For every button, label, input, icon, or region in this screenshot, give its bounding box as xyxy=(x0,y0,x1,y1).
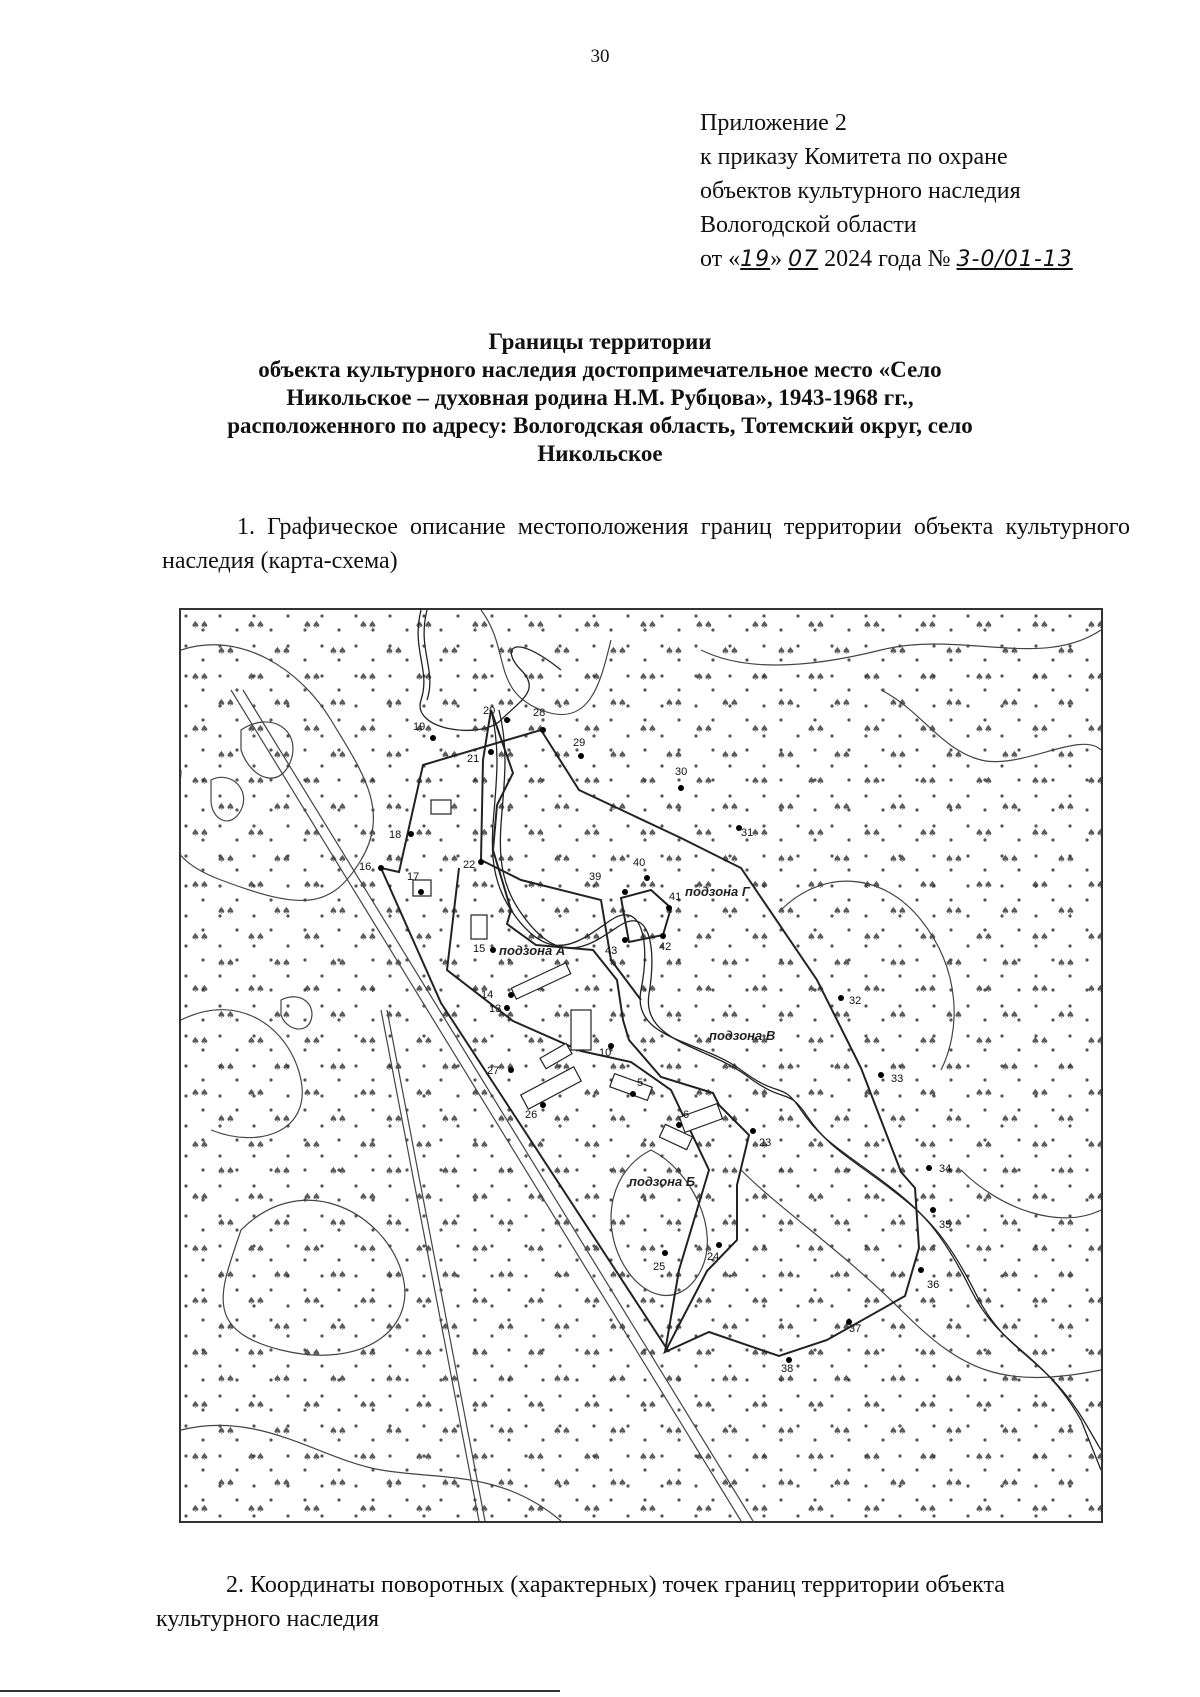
year-text: 2024 года № xyxy=(824,246,951,272)
point-label: 6 xyxy=(683,1109,690,1121)
point-label: 32 xyxy=(849,995,862,1007)
point-label: 30 xyxy=(675,766,688,778)
date-prefix: от « xyxy=(700,246,741,272)
point-label: 36 xyxy=(927,1279,940,1291)
handwritten-month: 07 xyxy=(788,247,819,272)
point-label: 16 xyxy=(359,861,372,873)
point-label: 25 xyxy=(653,1261,666,1273)
title-line-4: расположенного по адресу: Вологодская область, Тотемский округ, село xyxy=(227,413,973,438)
document-title xyxy=(150,328,1050,468)
point-label: 18 xyxy=(389,829,402,841)
title-line-5: Никольское xyxy=(537,441,663,466)
point-label: 22 xyxy=(463,859,476,871)
point-label: 35 xyxy=(939,1219,952,1231)
point-label: 5 xyxy=(637,1077,644,1089)
point-label: 39 xyxy=(589,871,602,883)
point-label: 23 xyxy=(759,1137,772,1149)
point-label: 14 xyxy=(481,989,494,1001)
point-label: 37 xyxy=(849,1323,862,1335)
appendix-date-line xyxy=(700,242,1073,277)
appendix-line-4: Вологодской области xyxy=(700,212,917,238)
point-label: 21 xyxy=(467,753,480,765)
section-2-heading: 2. Координаты поворотных (характерных) точек границ территории объекта культурного наследия xyxy=(156,1572,1005,1632)
appendix-line-3: объектов культурного наследия xyxy=(700,178,1021,204)
point-label: 41 xyxy=(669,891,682,903)
point-label: 31 xyxy=(741,827,754,839)
map-svg xyxy=(181,610,1101,1521)
section-1-heading: 1. Графическое описание местоположения границ территории объекта культурного наследия (карта-схема) xyxy=(162,514,1130,574)
point-label: 24 xyxy=(707,1251,720,1263)
point-label: 33 xyxy=(891,1073,904,1085)
date-mid: » xyxy=(770,246,783,272)
point-label: 20 xyxy=(483,705,496,717)
point-label: 29 xyxy=(573,737,586,749)
zone-a-label: подзона А xyxy=(499,943,566,958)
page-number: 30 xyxy=(590,46,610,67)
point-label: 26 xyxy=(525,1109,538,1121)
footer-rule xyxy=(0,1690,560,1692)
title-line-1: Границы территории xyxy=(488,329,712,354)
boundary-map xyxy=(179,608,1103,1523)
point-label: 15 xyxy=(473,943,486,955)
point-label: 17 xyxy=(407,871,420,883)
zone-b-label: подзона Б xyxy=(629,1174,696,1189)
appendix-line-1: Приложение 2 xyxy=(700,110,847,136)
zone-v-label: подзона В xyxy=(709,1028,776,1043)
handwritten-order-number: 3-0/01-13 xyxy=(956,247,1073,272)
title-line-3: Никольское – духовная родина Н.М. Рубцова», 1943-1968 гг., xyxy=(286,385,914,410)
appendix-line-2: к приказу Комитета по охране xyxy=(700,144,1008,170)
point-label: 28 xyxy=(533,707,546,719)
point-label: 38 xyxy=(781,1363,794,1375)
handwritten-day: 19 xyxy=(740,247,771,272)
point-label: 43 xyxy=(605,945,618,957)
appendix-header xyxy=(700,106,1073,277)
point-label: 10 xyxy=(599,1047,612,1059)
point-label: 13 xyxy=(489,1003,502,1015)
point-label: 19 xyxy=(413,721,426,733)
point-label: 34 xyxy=(939,1163,952,1175)
point-label: 27 xyxy=(487,1065,500,1077)
point-label: 42 xyxy=(659,941,672,953)
title-line-2: объекта культурного наследия достопримечательное место «Село xyxy=(258,357,942,382)
point-label: 40 xyxy=(633,857,646,869)
zone-g-label: подзона Г xyxy=(685,884,750,899)
